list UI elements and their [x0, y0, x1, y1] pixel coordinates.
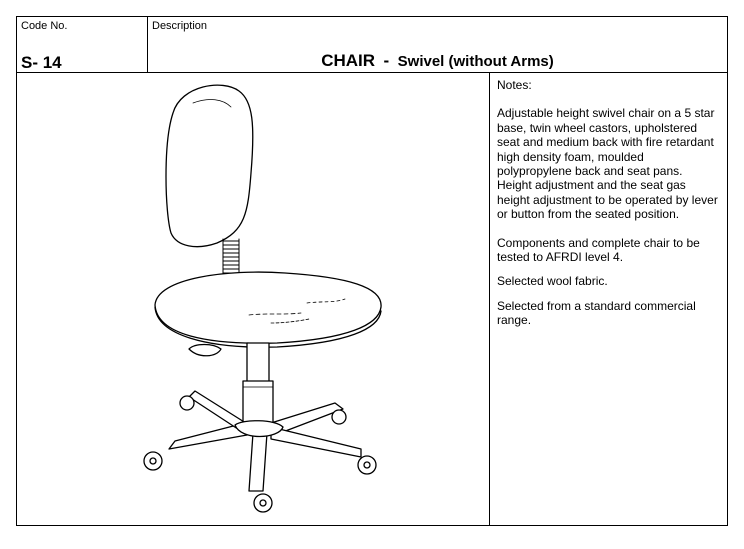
title-separator: - [383, 51, 390, 70]
height-lever [189, 345, 221, 356]
code-cell [17, 17, 148, 73]
notes-paragraph-3: Components and complete chair to be tested to AFRDI level 4. [497, 235, 700, 265]
chair-backrest [166, 85, 253, 246]
notes-heading: Notes: [497, 78, 532, 92]
code-value: S- 14 [21, 53, 62, 72]
chair-illustration-panel [17, 73, 490, 525]
title-sub: Swivel (without Arms) [397, 53, 554, 70]
code-label: Code No. [21, 20, 68, 32]
specification-sheet [16, 16, 728, 526]
description-label: Description [152, 20, 208, 32]
notes-paragraph-5: Selected from a standard commercial range. [497, 298, 696, 328]
notes-panel [490, 73, 727, 525]
notes-paragraph-4: Selected wool fabric. [497, 274, 608, 289]
product-title [148, 51, 727, 71]
gas-column [247, 343, 269, 383]
notes-paragraph-1: Adjustable height swivel chair on a 5 star base, twin wheel castors, upholstered seat and medium back with fire retardant high density foam, moulded polypropylene back and seat pans. [497, 106, 715, 179]
swivel-chair-icon [17, 73, 489, 525]
description-cell [148, 17, 727, 73]
chair-seat [155, 272, 381, 343]
notes-paragraph-2: Height adjustment and the seat gas height adjustment to be operated by lever or button from the seated position. [497, 178, 718, 222]
title-main: CHAIR [321, 51, 376, 70]
